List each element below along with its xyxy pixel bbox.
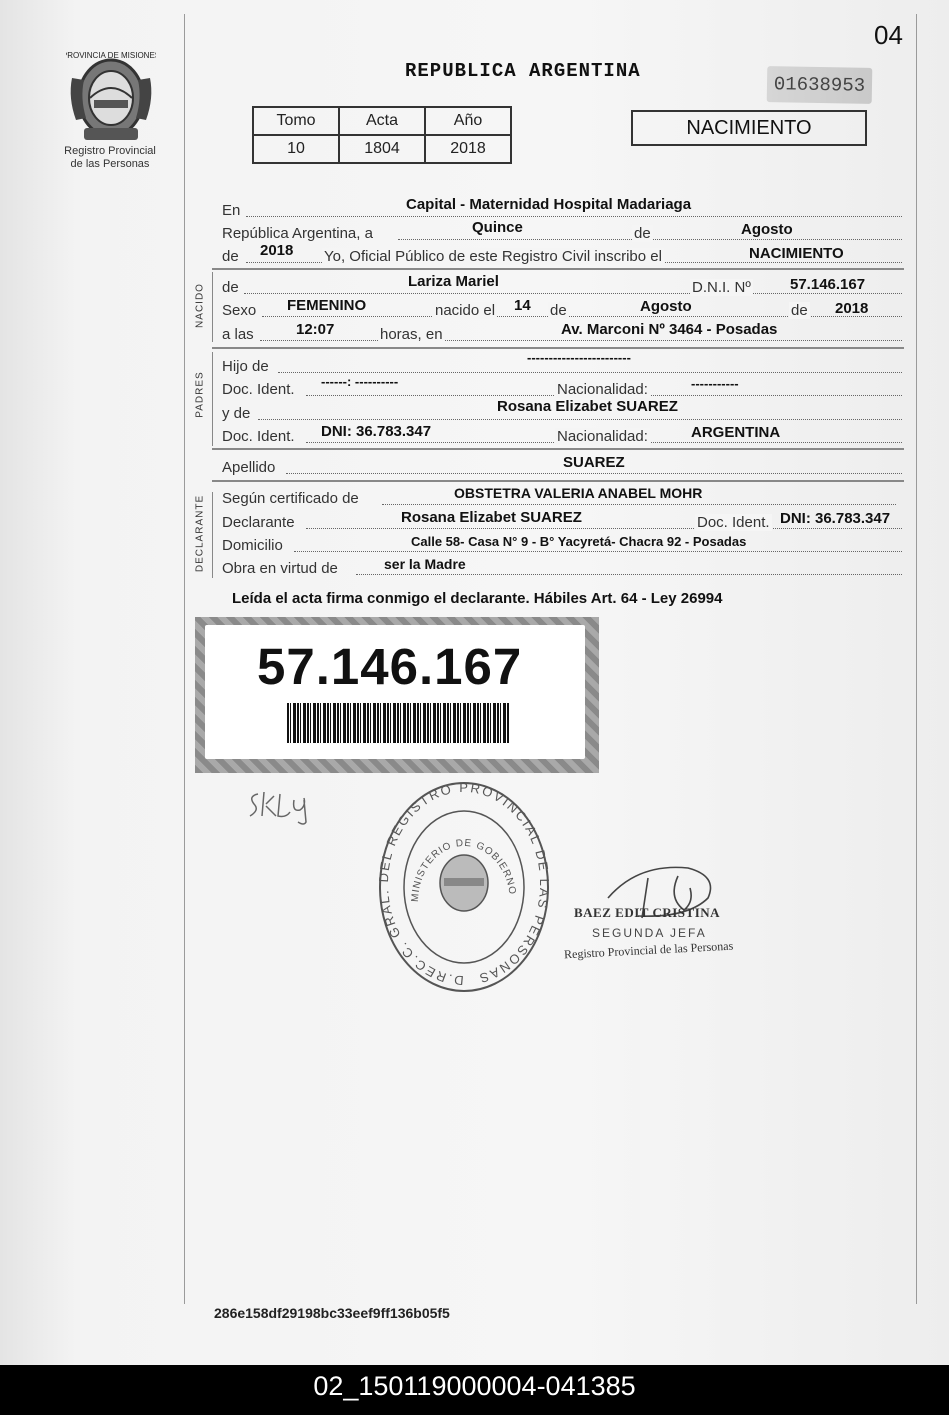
doc-ident-label: Doc. Ident. [697, 514, 770, 531]
dni-sticker-inner [205, 625, 585, 759]
place-value: Capital - Maternidad Hospital Madariaga [406, 196, 692, 213]
barcode-icon [287, 703, 509, 743]
nacionalidad-label: Nacionalidad: [557, 381, 648, 398]
de-label: de [550, 302, 567, 319]
y-de-label: y de [222, 405, 251, 422]
right-margin-line [916, 14, 917, 1304]
value-anio: 2018 [425, 135, 511, 163]
de-label: de [791, 302, 808, 319]
nacido-el-label: nacido el [435, 302, 496, 319]
yo-label: Yo, Oficial Público de este Registro Civil inscribo el [324, 248, 662, 265]
value-acta: 1804 [339, 135, 425, 163]
mother-nacionalidad-value: ARGENTINA [691, 424, 781, 441]
mother-name-value: Rosana Elizabet SUAREZ [497, 398, 678, 415]
dotted-line [306, 528, 902, 529]
certificado-label: Según certificado de [222, 490, 359, 507]
registry-line-1: Registro Provincial [64, 145, 156, 157]
hijo-de-label: Hijo de [222, 358, 269, 375]
apellido-value: SUAREZ [563, 454, 625, 471]
document-title: REPUBLICA ARGENTINA [405, 60, 641, 82]
declarante-value: Rosana Elizabet SUAREZ [401, 509, 582, 526]
signatory-org: Registro Provincial de las Personas [563, 938, 734, 962]
header-anio: Año [425, 107, 511, 135]
obra-value: ser la Madre [384, 556, 466, 572]
leida-statement: Leída el acta firma conmigo el declarante. Hábiles Art. 64 - Ley 26994 [232, 590, 723, 607]
file-id-bar: 02_150119000004-041385 [0, 1365, 949, 1415]
signatory-role: SEGUNDA JEFA [592, 926, 707, 940]
birth-year-value: 2018 [835, 300, 869, 317]
nacido-de-label: de [222, 279, 239, 296]
act-value: NACIMIENTO [749, 245, 844, 262]
registry-caption [55, 145, 165, 171]
certificado-value: OBSTETRA VALERIA ANABEL MOHR [454, 485, 703, 501]
dotted-line [356, 574, 902, 575]
dni-label: D.N.I. Nº [692, 279, 751, 296]
en-label: En [222, 202, 241, 219]
sexo-value: FEMENINO [287, 297, 367, 314]
apellido-label: Apellido [222, 459, 276, 476]
nacido-bar [212, 272, 213, 342]
left-margin-line [184, 14, 185, 1304]
dni-sticker [195, 617, 599, 773]
dotted-line [294, 551, 902, 552]
de-label-2: de [222, 248, 239, 265]
horas-label: horas, en [380, 326, 443, 343]
alas-label: a las [222, 326, 254, 343]
day-value: Quince [472, 219, 523, 236]
father-doc-value: ------: ---------- [321, 374, 399, 389]
section-divider [212, 268, 904, 270]
year-value: 2018 [260, 242, 294, 259]
svg-text:MINISTERIO DE GOBIERNO: MINISTERIO DE GOBIERNO [409, 837, 518, 903]
birth-place-value: Av. Marconi Nº 3464 - Posadas [561, 321, 778, 338]
header-tomo: Tomo [253, 107, 339, 135]
dotted-line [246, 216, 902, 217]
month-value: Agosto [741, 221, 793, 238]
section-divider [212, 448, 904, 450]
tomo-acta-value-row [253, 135, 511, 163]
padres-bar [212, 352, 213, 446]
dotted-line [258, 419, 902, 420]
declarante-section-label: DECLARANTE [194, 494, 206, 573]
section-divider [212, 480, 904, 482]
child-name-value: Lariza Mariel [408, 273, 499, 290]
registry-line-2: de las Personas [70, 158, 150, 170]
domicilio-value: Calle 58- Casa N° 9 - B° Yacyretá- Chacra 92 - Posadas [411, 534, 747, 549]
father-nacionalidad-value: ----------- [691, 376, 739, 391]
page-number: 04 [874, 20, 903, 50]
dotted-line [286, 473, 902, 474]
dotted-line [382, 504, 896, 505]
padres-section-label: PADRES [194, 371, 206, 418]
serial-number-stamp: 01638953 [767, 66, 873, 104]
signatory-name: BAEZ EDIT CRISTINA [574, 905, 721, 920]
signature-scribble [598, 858, 728, 933]
declarante-label: Declarante [222, 514, 295, 531]
republica-label: República Argentina, a [222, 225, 373, 242]
dotted-line [278, 372, 902, 373]
svg-text:PROVINCIA DE MISIONES: PROVINCIA DE MISIONES [66, 51, 156, 60]
official-stamp [378, 780, 550, 999]
provincial-seal-logo [66, 48, 156, 144]
doc-ident-label: Doc. Ident. [222, 428, 295, 445]
declarante-bar [212, 492, 213, 578]
document-hash: 286e158df29198bc33eef9ff136b05f5 [214, 1305, 450, 1321]
section-divider [212, 347, 904, 349]
declarante-doc-value: DNI: 36.783.347 [780, 510, 891, 527]
act-type-box: NACIMIENTO [631, 110, 867, 146]
birth-time-value: 12:07 [296, 321, 335, 338]
dotted-line [260, 340, 902, 341]
sexo-label: Sexo [222, 302, 257, 319]
nacionalidad-label: Nacionalidad: [557, 428, 648, 445]
header-acta: Acta [339, 107, 425, 135]
dotted-line [244, 293, 902, 294]
birth-day-value: 14 [514, 297, 531, 314]
birth-month-value: Agosto [640, 298, 692, 315]
mother-doc-value: DNI: 36.783.347 [321, 423, 432, 440]
child-dni-value: 57.146.167 [790, 276, 866, 293]
domicilio-label: Domicilio [222, 537, 283, 554]
handwritten-initials [246, 786, 316, 831]
nacido-section-label: NACIDO [194, 283, 206, 328]
de-label: de [634, 225, 651, 242]
tomo-acta-header-row [253, 107, 511, 135]
svg-text:D.REC.C. GRAL. DEL REGISTRO PR: D.REC.C. GRAL EL REGISTRO PROVINCIAL DE S PERSONAS [378, 780, 550, 989]
doc-ident-label: Doc. Ident. [222, 381, 295, 398]
obra-label: Obra en virtud de [222, 560, 338, 577]
dni-sticker-number: 57.146.167 [257, 638, 523, 695]
tomo-acta-table [252, 106, 512, 164]
value-tomo: 10 [253, 135, 339, 163]
father-name-value: ------------------------ [527, 350, 631, 365]
